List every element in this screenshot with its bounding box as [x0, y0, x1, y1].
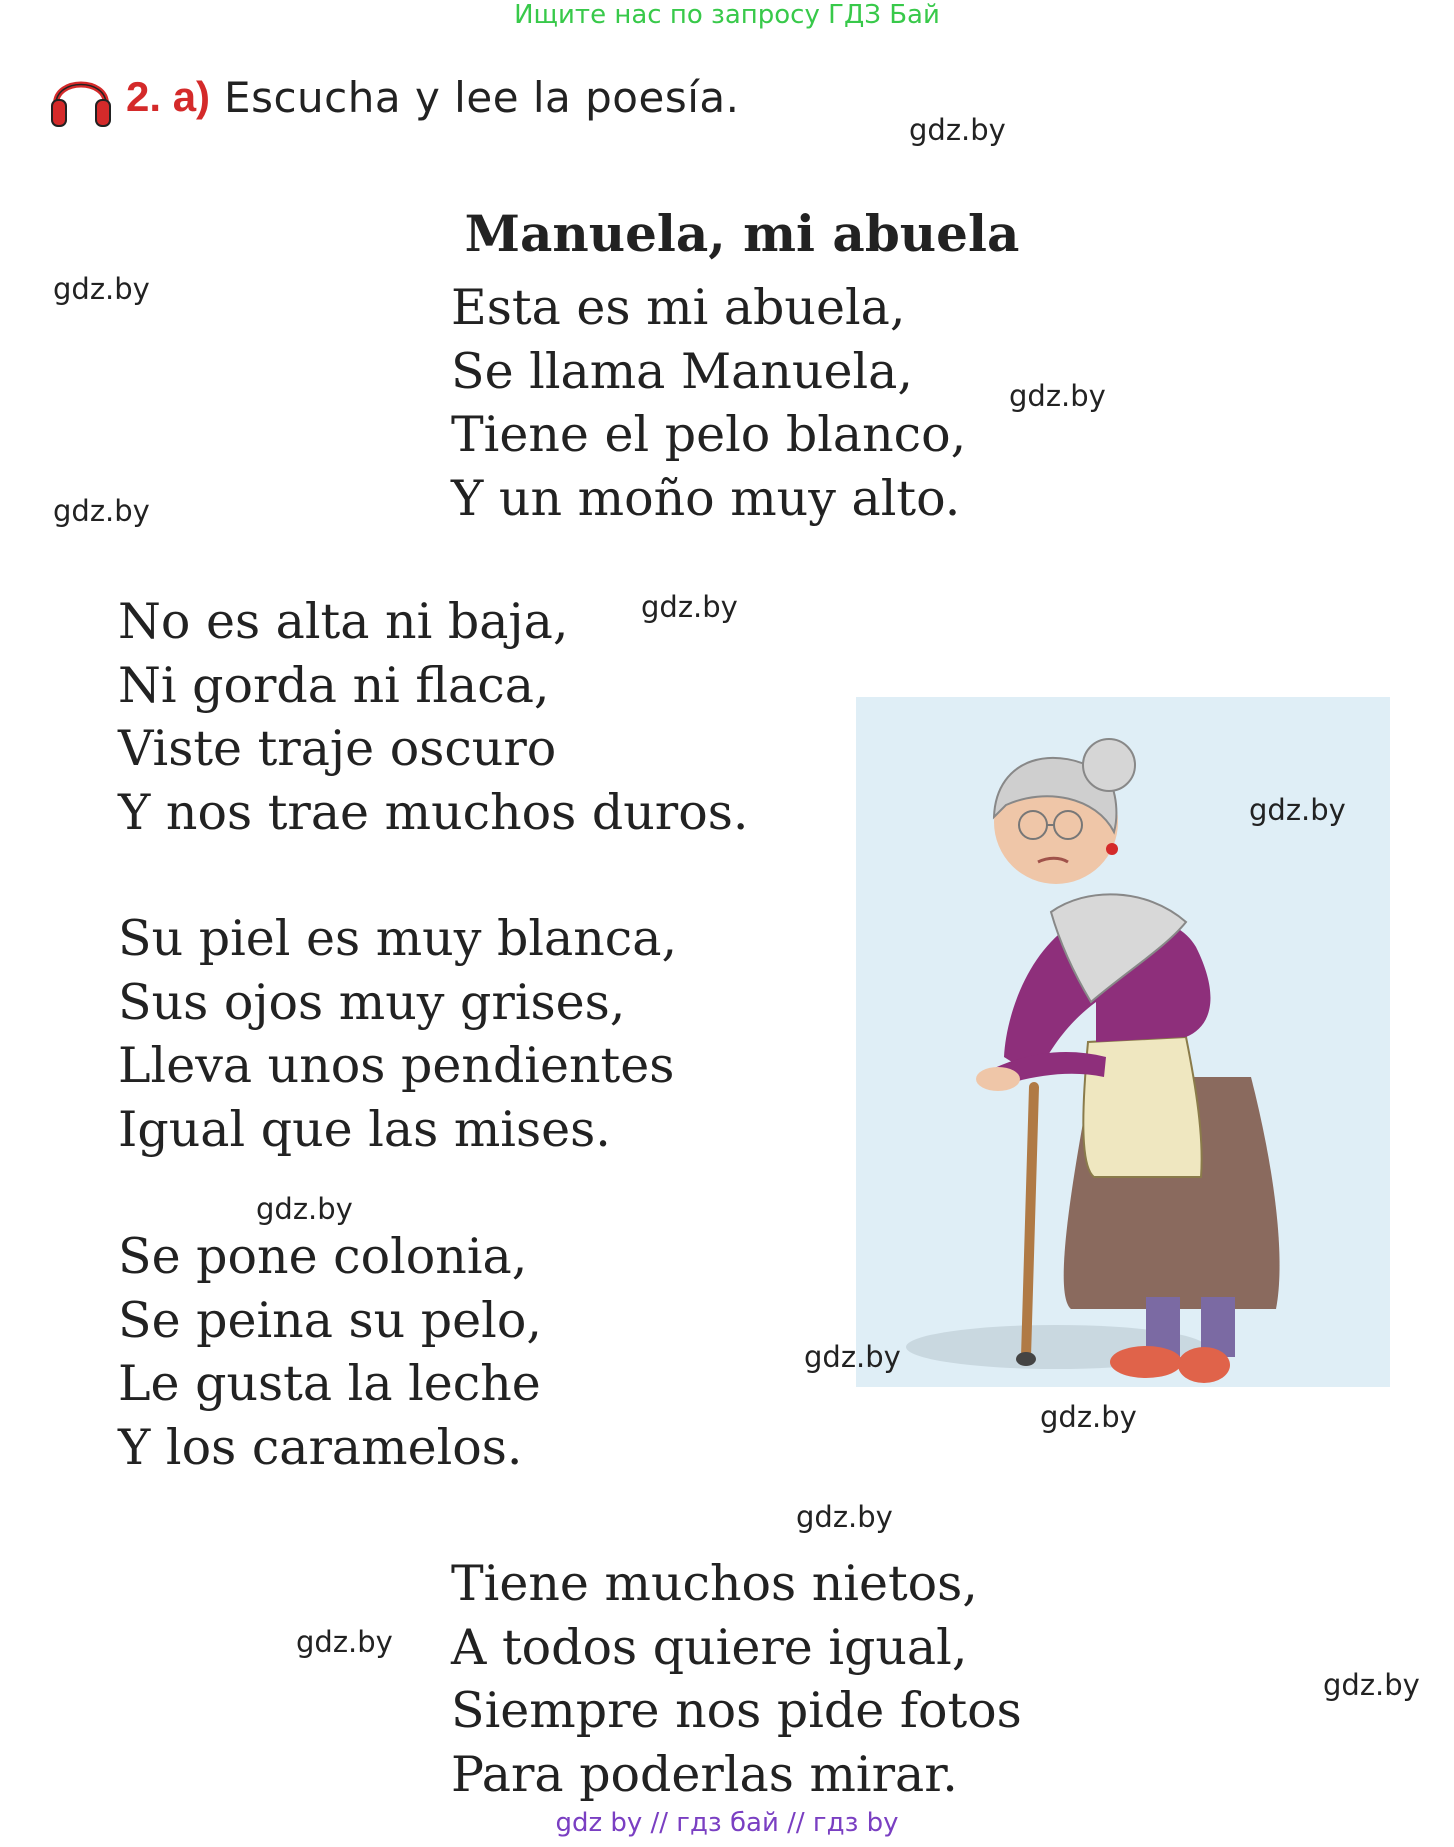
poem-line: No es alta ni baja, [118, 593, 569, 650]
poem-line: Igual que las mises. [118, 1100, 611, 1158]
watermark: gdz.by [641, 590, 738, 624]
poem-line: Y un moño muy alto. [451, 469, 961, 527]
poem-line: A todos quiere igual, [451, 1618, 968, 1676]
poem-line: Y nos trae muchos duros. [118, 783, 749, 841]
poem-line: Le gusta la leche [118, 1355, 541, 1412]
watermark: gdz.by [1323, 1668, 1420, 1702]
stanza-5 [451, 1552, 1022, 1806]
poem-line: Viste traje oscuro [118, 720, 557, 777]
exercise-header [48, 62, 739, 132]
poem-line: Ni gorda ni flaca, [118, 656, 550, 714]
watermark: gdz.by [909, 113, 1006, 147]
headphones-icon [48, 64, 114, 130]
top-banner: Ищите нас по запросу ГДЗ Бай [514, 0, 940, 30]
stanza-3 [118, 907, 677, 1161]
watermark: gdz.by [53, 272, 150, 306]
poem-line: Para poderlas mirar. [451, 1745, 958, 1803]
stanza-1 [451, 276, 966, 530]
poem-line: Se pone colonia, [118, 1228, 528, 1285]
watermark: gdz.by [53, 494, 150, 528]
poem-line: Se peina su pelo, [118, 1291, 542, 1349]
watermark: gdz.by [256, 1192, 353, 1226]
stanza-2 [118, 590, 748, 844]
watermark: gdz.by [1009, 379, 1106, 413]
poem-line: Tiene el pelo blanco, [451, 406, 967, 463]
watermark: gdz.by [1249, 793, 1346, 827]
poem-line: Tiene muchos nietos, [451, 1555, 978, 1612]
poem-line: Sus ojos muy grises, [118, 973, 626, 1031]
watermark: gdz.by [296, 1625, 393, 1659]
poem-line: Lleva unos pendientes [118, 1037, 675, 1094]
watermark: gdz.by [796, 1500, 893, 1534]
poem-line: Su piel es muy blanca, [118, 910, 678, 967]
poem-line: Y los caramelos. [118, 1418, 523, 1476]
exercise-instruction: Escucha y lee la poesía. [224, 72, 740, 122]
poem-line: Siempre nos pide fotos [451, 1682, 1022, 1739]
watermark: gdz.by [1040, 1400, 1137, 1434]
exercise-number: 2. a) [126, 73, 211, 120]
stanza-4 [118, 1225, 542, 1479]
poem-title: Manuela, mi abuela [464, 204, 1020, 263]
footer-links: gdz by // гдз бай // гдз by [555, 1808, 899, 1838]
poem-line: Se llama Manuela, [451, 342, 913, 400]
poem-line: Esta es mi abuela, [451, 279, 906, 336]
watermark: gdz.by [804, 1340, 901, 1374]
